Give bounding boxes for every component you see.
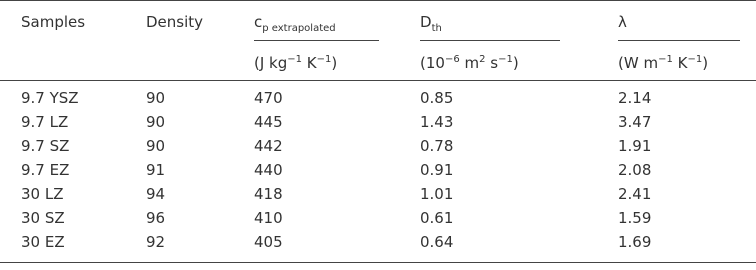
cell-cp: 418 bbox=[254, 185, 283, 203]
cell-density: 90 bbox=[146, 89, 166, 107]
cp-unit-close: ) bbox=[331, 54, 338, 72]
cell-sample: 30 LZ bbox=[21, 185, 64, 203]
lambda-unit bbox=[618, 50, 708, 73]
dth-unit-s: s bbox=[485, 54, 499, 72]
dth-unit-exp1: −6 bbox=[444, 54, 460, 65]
cell-dth: 0.85 bbox=[420, 89, 454, 107]
cell-lambda: 1.59 bbox=[618, 209, 652, 227]
table-row bbox=[0, 88, 756, 108]
cell-sample: 30 EZ bbox=[21, 233, 65, 251]
cp-header-rule bbox=[254, 40, 379, 41]
header-cp-main: c bbox=[254, 13, 263, 31]
table-row bbox=[0, 184, 756, 204]
cell-cp: 445 bbox=[254, 113, 283, 131]
dth-header-rule bbox=[420, 40, 560, 41]
cp-unit-exp2: −1 bbox=[316, 54, 332, 65]
cell-sample: 9.7 LZ bbox=[21, 113, 69, 131]
table-row bbox=[0, 208, 756, 228]
cell-lambda: 1.69 bbox=[618, 233, 652, 251]
dth-unit-text: (10 bbox=[420, 54, 445, 72]
header-dth-sub: th bbox=[431, 23, 442, 34]
cp-unit-text: (J kg bbox=[254, 54, 288, 72]
table-row bbox=[0, 136, 756, 156]
header-dth bbox=[420, 12, 442, 39]
lambda-unit-exp1: −1 bbox=[658, 54, 673, 65]
lambda-unit-text: (W m bbox=[618, 54, 659, 72]
cell-density: 94 bbox=[146, 185, 166, 203]
header-cp-sub: p extrapolated bbox=[262, 23, 336, 34]
cell-density: 96 bbox=[146, 209, 166, 227]
cell-cp: 442 bbox=[254, 137, 283, 155]
lambda-header-rule bbox=[618, 40, 740, 41]
dth-unit-m: m bbox=[459, 54, 480, 72]
cell-lambda: 2.08 bbox=[618, 161, 652, 179]
header-samples: Samples bbox=[21, 13, 86, 31]
cell-dth: 0.78 bbox=[420, 137, 454, 155]
dth-unit bbox=[420, 50, 519, 73]
cell-density: 91 bbox=[146, 161, 166, 179]
cp-unit-exp1: −1 bbox=[287, 54, 303, 65]
cell-lambda: 2.14 bbox=[618, 89, 652, 107]
header-density: Density bbox=[146, 13, 204, 31]
cell-sample: 9.7 EZ bbox=[21, 161, 70, 179]
cell-sample: 30 SZ bbox=[21, 209, 65, 227]
cell-cp: 470 bbox=[254, 89, 283, 107]
cell-density: 90 bbox=[146, 137, 166, 155]
cell-sample: 9.7 SZ bbox=[21, 137, 70, 155]
header-lambda: λ bbox=[618, 13, 627, 31]
header-dth-main: D bbox=[420, 13, 432, 31]
bottom-rule bbox=[0, 262, 756, 263]
dth-unit-close: ) bbox=[512, 54, 519, 72]
cell-dth: 1.43 bbox=[420, 113, 454, 131]
cp-unit bbox=[254, 50, 337, 73]
header-bottom-rule bbox=[0, 80, 756, 81]
cell-sample: 9.7 YSZ bbox=[21, 89, 79, 107]
cell-lambda: 1.91 bbox=[618, 137, 652, 155]
cell-lambda: 3.47 bbox=[618, 113, 652, 131]
cell-dth: 0.91 bbox=[420, 161, 454, 179]
lambda-unit-k: K bbox=[672, 54, 688, 72]
header-cp bbox=[254, 12, 336, 39]
dth-unit-exp3: −1 bbox=[498, 54, 513, 65]
cp-unit-k: K bbox=[302, 54, 317, 72]
table-row bbox=[0, 160, 756, 180]
lambda-unit-exp2: −1 bbox=[687, 54, 703, 65]
cell-cp: 440 bbox=[254, 161, 283, 179]
table-row bbox=[0, 232, 756, 252]
cell-dth: 0.61 bbox=[420, 209, 454, 227]
lambda-unit-close: ) bbox=[702, 54, 709, 72]
cell-dth: 1.01 bbox=[420, 185, 454, 203]
cell-cp: 405 bbox=[254, 233, 283, 251]
dth-unit-exp2: 2 bbox=[479, 54, 486, 65]
cell-density: 90 bbox=[146, 113, 166, 131]
table-row bbox=[0, 112, 756, 132]
cell-cp: 410 bbox=[254, 209, 283, 227]
top-rule bbox=[0, 0, 756, 1]
cell-lambda: 2.41 bbox=[618, 185, 652, 203]
cell-dth: 0.64 bbox=[420, 233, 454, 251]
cell-density: 92 bbox=[146, 233, 166, 251]
